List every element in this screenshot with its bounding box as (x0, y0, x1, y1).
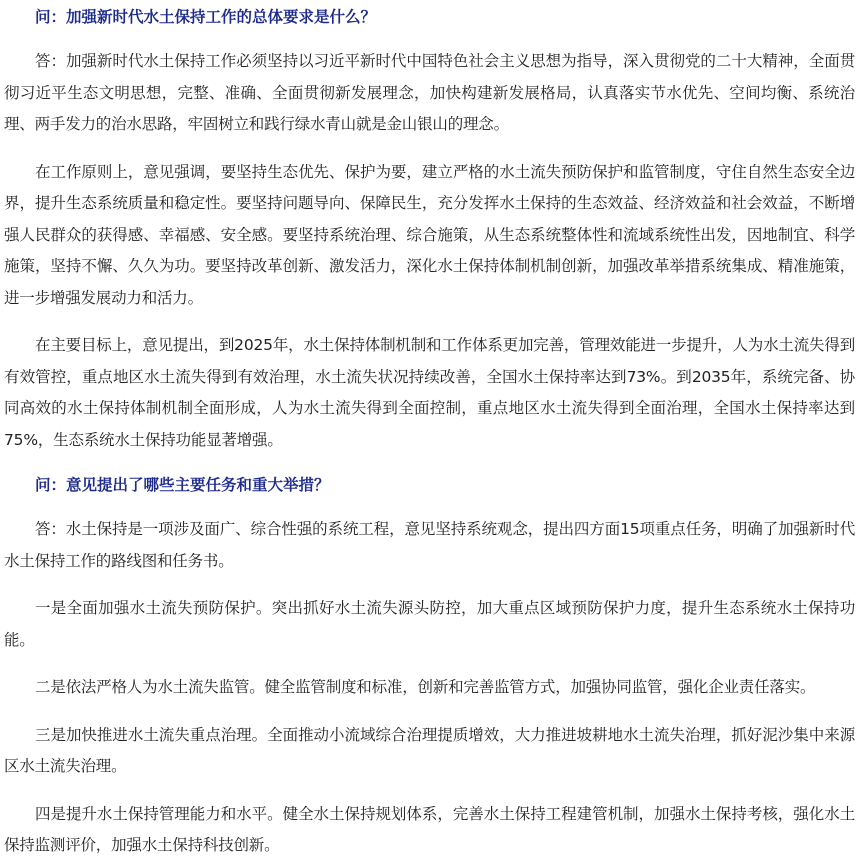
answer-1-paragraph: 答：加强新时代水土保持工作必须坚持以习近平新时代中国特色社会主义思想为指导，深入贯彻党的二十大精神，全面贯彻习近平生态文明思想，完整、准确、全面贯彻新发展理念，加快构建新发展格局，认真落实节水优先、空间均衡、系统治理、两手发力的治水思路，牢固树立和践行绿水青山就是金山银山的理念。 (4, 52, 855, 133)
task-1-paragraph: 一是全面加强水土流失预防保护。突出抓好水土流失源头防控，加大重点区域预防保护力度，提升生态系统水土保持功能。 (4, 599, 855, 649)
spacer (4, 32, 855, 46)
spacer (4, 577, 855, 593)
question-1-heading: 问：加强新时代水土保持工作的总体要求是什么？ (35, 8, 377, 26)
spacer (4, 456, 855, 470)
principles-paragraph: 在工作原则上，意见强调，要坚持生态优先、保护为要，建立严格的水土流失预防保护和监管制度，守住自然生态安全边界，提升生态系统质量和稳定性。要坚持问题导向、保障民生，充分发挥水土保持的生态效益、经济效益和社会效益，不断增强人民群众的获得感、幸福感、安全感。要坚持系统治理、综合施策，从生态系统整体性和流域系统性出发，因地制宜、科学施策，坚持不懈、久久为功。要坚持改革创新、激发活力，深化水土保持体制机制创新，加强改革举措系统集成、精准施策，进一步增强发展动力和活力。 (4, 162, 855, 307)
spacer (4, 783, 855, 799)
task-3-paragraph: 三是加快推进水土流失重点治理。全面推动小流域综合治理提质增效，大力推进坡耕地水土流失治理，抓好泥沙集中来源区水土流失治理。 (4, 725, 855, 775)
question-2-heading: 问：意见提出了哪些主要任务和重大举措？ (35, 476, 330, 494)
task-2-paragraph: 二是依法严格人为水土流失监管。健全监管制度和标准，创新和完善监管方式，加强协同监管，强化企业责任落实。 (35, 678, 816, 696)
answer-2-paragraph: 答：水土保持是一项涉及面广、综合性强的系统工程，意见坚持系统观念，提出四方面15项重点任务，明确了加强新时代水土保持工作的路线图和任务书。 (4, 520, 855, 570)
spacer (4, 141, 855, 157)
task-4-paragraph: 四是提升水土保持管理能力和水平。健全水土保持规划体系，完善水土保持工程建管机制，加强水土保持考核，强化水土保持监测评价，加强水土保持科技创新。 (4, 804, 855, 854)
spacer (4, 314, 855, 330)
spacer (4, 704, 855, 720)
goals-paragraph: 在主要目标上，意见提出，到2025年，水土保持体制机制和工作体系更加完善，管理效能进一步提升，人为水土流失得到有效管控，重点地区水土流失得到有效治理，水土流失状况持续改善，全国水土保持率达到73%。到2035年，系统完备、协同高效的水土保持体制机制全面形成，人为水土流失得到全面控制，重点地区水土流失得到全面治理，全国水土保持率达到75%，生态系统水土保持功能显著增强。 (4, 336, 855, 449)
spacer (4, 500, 855, 514)
spacer (4, 656, 855, 672)
